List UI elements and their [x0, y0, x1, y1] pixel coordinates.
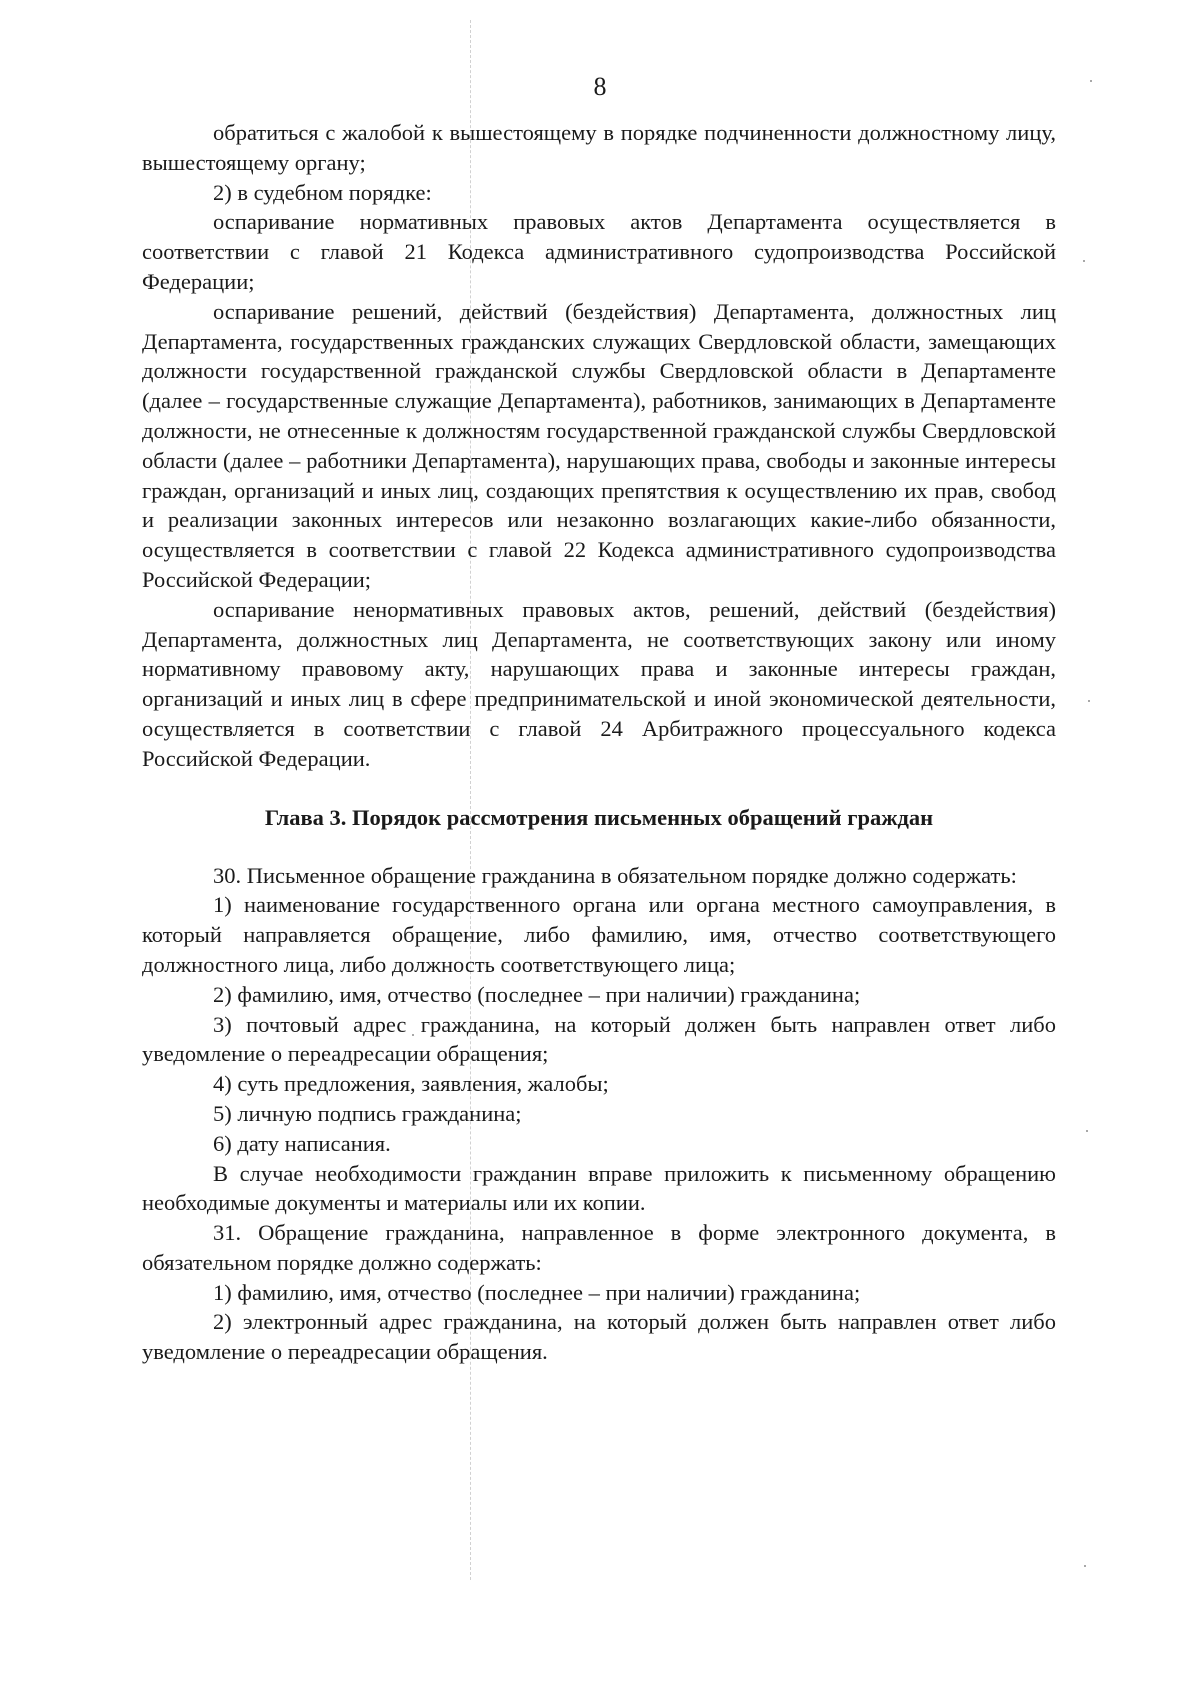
- paragraph: В случае необходимости гражданин вправе приложить к письменному обращению необходимые документы и материалы или их копии.: [142, 1160, 1056, 1216]
- page-number: 8: [593, 72, 607, 101]
- paragraph: 5) личную подпись гражданина;: [213, 1100, 522, 1126]
- paragraph: оспаривание нормативных правовых актов Департамента осуществляется в соответствии с главой 21 Кодекса административного судопроизводства Российской Федерации;: [142, 209, 1056, 294]
- paragraph: 2) в судебном порядке:: [213, 179, 432, 205]
- paragraph: оспаривание решений, действий (бездействия) Департамента, должностных лиц Департамента, государственных гражданских служащих Свердловской области, замещающих должности государственной гражданской службы Свердловской области в Департаменте (далее – государственные служащие Департамента), работников, занимающих в Департаменте должности, не отнесенные к должностям государственной гражданской службы Свердловской области (далее – работники Департамента), нарушающих права, свободы и законные интересы граждан, организаций и иных лиц, создающих препятствия к осуществлению их прав, свобод и реализации законных интересов или незаконно возлагающих какие-либо обязанности, осуществляется в соответствии с главой 22 Кодекса административного судопроизводства Российской Федерации;: [142, 298, 1056, 592]
- chapter-heading: Глава 3. Порядок рассмотрения письменных обращений граждан: [264, 804, 934, 830]
- paragraph: 1) наименование государственного органа или органа местного самоуправления, в который направляется обращение, либо фамилию, имя, отчество соответствующего должностного лица, либо должность соответствующего лица;: [142, 892, 1056, 977]
- paragraph: 30. Письменное обращение гражданина в обязательном порядке должно содержать:: [213, 862, 1017, 888]
- paragraph: 1) фамилию, имя, отчество (последнее – при наличии) гражданина;: [213, 1279, 861, 1305]
- scan-speck: [1086, 1130, 1088, 1132]
- paragraph: обратиться с жалобой к вышестоящему в порядке подчиненности должностному лицу, вышестоящему органу;: [142, 120, 1056, 175]
- paragraph: 6) дату написания.: [213, 1130, 391, 1156]
- scan-speck: [1088, 700, 1090, 702]
- paragraph: 3) почтовый адрес гражданина, на который должен быть направлен ответ либо уведомление о переадресации обращения;: [142, 1011, 1056, 1067]
- paragraph: 4) суть предложения, заявления, жалобы;: [213, 1071, 609, 1097]
- paragraph: 2) фамилию, имя, отчество (последнее – при наличии) гражданина;: [213, 981, 861, 1007]
- paragraph: 2) электронный адрес гражданина, на который должен быть направлен ответ либо уведомление о переадресации обращения.: [142, 1309, 1056, 1365]
- paragraph: 31. Обращение гражданина, направленное в форме электронного документа, в обязательном порядке должно содержать:: [142, 1220, 1056, 1275]
- scan-speck: [1083, 260, 1085, 262]
- document-body: [142, 118, 1056, 1367]
- scan-speck: [1084, 1565, 1086, 1567]
- paragraph: оспаривание ненормативных правовых актов, решений, действий (бездействия) Департамента, должностных лиц Департамента, не соответствующих закону или иному нормативному правовому акту, нарушающих права и законные интересы граждан, организаций и иных лиц в сфере предпринимательской и иной экономической деятельности, осуществляется в соответствии с главой 24 Арбитражного процессуального кодекса Российской Федерации.: [142, 596, 1056, 771]
